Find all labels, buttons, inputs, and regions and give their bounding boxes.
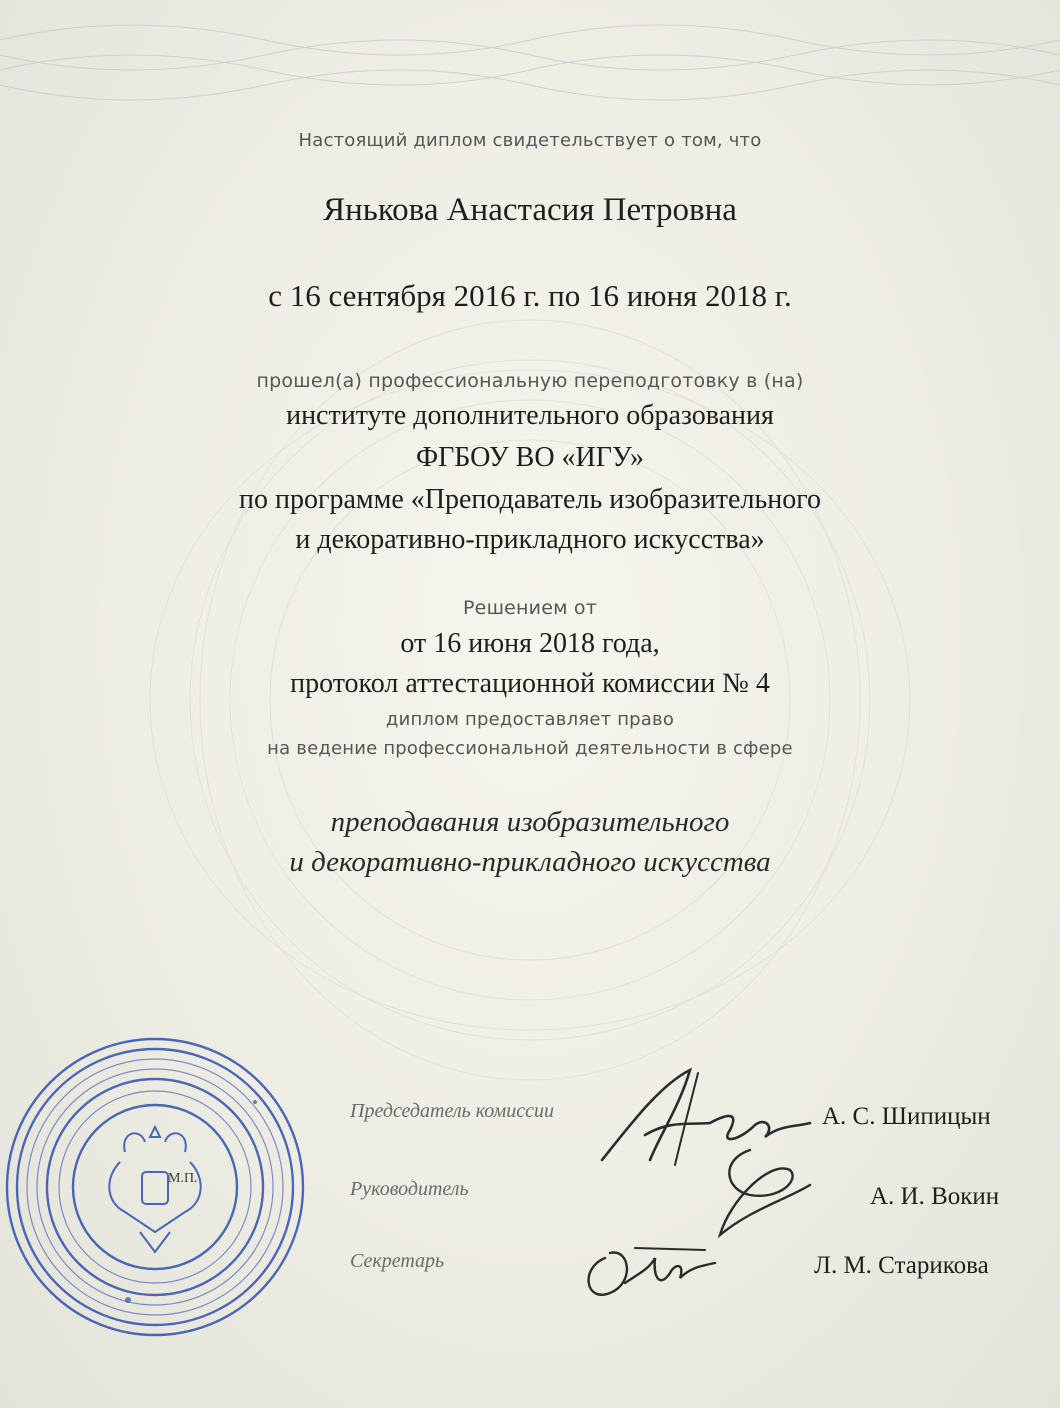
decision-date: от 16 июня 2018 года, — [400, 628, 660, 659]
rights-line-1: диплом предоставляет право — [385, 709, 675, 730]
institution-line-2: ФГБОУ ВО «ИГУ» — [415, 442, 645, 473]
chairman-role: Председатель комиссии — [350, 1100, 555, 1122]
secretary-role: Секретарь — [350, 1250, 445, 1272]
protocol-text: протокол аттестационной комиссии № 4 — [290, 668, 770, 699]
program-line-1: по программе «Преподаватель изобразительного — [239, 484, 821, 515]
field-line-1: преподавания изобразительного — [330, 806, 730, 838]
chairman-name: А. С. Шипицын — [822, 1103, 991, 1130]
institution-line-1: институте дополнительного образования — [286, 400, 774, 431]
head-role: Руководитель — [350, 1178, 469, 1200]
rights-line-2: на ведение профессиональной деятельности в сфере — [267, 738, 793, 759]
recipient-name: Янькова Анастасия Петровна — [323, 192, 737, 228]
completed-label: прошел(а) профессиональную переподготовку в (на) — [256, 370, 804, 392]
field-line-2: и декоративно-прикладного искусства — [289, 846, 771, 878]
official-stamp — [0, 1032, 310, 1342]
secretary-name: Л. М. Старикова — [814, 1252, 989, 1279]
secretary-signature — [575, 1228, 725, 1318]
intro-text: Настоящий диплом свидетельствует о том, что — [298, 130, 762, 151]
head-name: А. И. Вокин — [870, 1183, 1000, 1210]
stamp-marker: М.П. — [168, 1171, 198, 1186]
decision-label: Решением от — [463, 597, 597, 619]
study-period: с 16 сентября 2016 г. по 16 июня 2018 г. — [268, 278, 792, 313]
program-line-2: и декоративно-прикладного искусства» — [295, 524, 765, 555]
